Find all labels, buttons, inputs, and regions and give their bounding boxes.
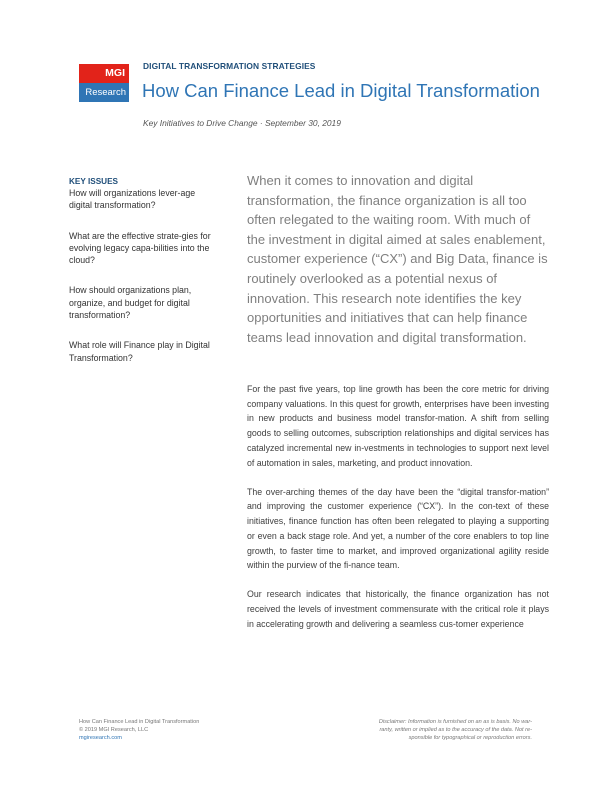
key-issues-sidebar [69, 176, 214, 382]
key-issue-question: How should organizations plan, organize, and budget for digital transformation? [69, 285, 192, 321]
key-issue-question: What role will Finance play in Digital Transformation? [69, 340, 210, 363]
page-title: How Can Finance Lead in Digital Transformation [142, 80, 540, 101]
key-issue-question: How will organizations lever-age digital transformation? [69, 188, 196, 211]
footer-doc-title: How Can Finance Lead in Digital Transformation [79, 719, 200, 725]
logo-mgi-text: MGI [79, 64, 129, 83]
body-text [247, 382, 549, 646]
footer-disclaimer: Disclaimer: Information is furnished on an as is basis. No war-ranty, written or implied as to the accuracy of the data. Not re-sponsible for typographical or reproduction errors. [378, 719, 532, 741]
key-issue-question: What are the effective strate-gies for evolving legacy capa-bilities into the cloud? [69, 230, 211, 266]
lead-paragraph: When it comes to innovation and digital transformation, the finance organization is all too often relegated to the waiting room. With much of the investment in digital aimed at sales enablement, customer experience (“CX”) and Big Data, finance is routinely overlooked as a potential nexus of innovation. This research note identifies the key opportunities and initiatives that can help finance teams lead innovation and digital transformation. [247, 173, 548, 345]
logo-research-text: Research [79, 83, 129, 102]
footer-left [79, 719, 199, 742]
key-issues-heading: KEY ISSUES [69, 177, 118, 186]
body-paragraph: The over-arching themes of the day have been the “digital transfor-mation” and improving the customer experience (“CX”). In the con-text of these initiatives, finance function has often been relegated to playing a supporting or even a back stage role. And yet, a number of the core enablers to top line growth, to faster time to market, and improved organizational agility reside within the purview of the fi-nance team. [247, 486, 549, 571]
footer-copyright: © 2019 MGI Research, LLC [79, 726, 149, 733]
body-paragraph: For the past five years, top line growth has been the core metric for driving company valuations. In this quest for growth, enterprises have been investing in new products and business model transfor-mation. A shift from selling goods to selling outcomes, subscription relationships and digital services has catalyzed incremental new in-vestments in technologies to support next level of automation in sales, marketing, and product innovation. [247, 384, 549, 468]
section-kicker: DIGITAL TRANSFORMATION STRATEGIES [143, 61, 316, 71]
body-paragraph: Our research indicates that historically, the finance organization has not received the levels of investment commensurate with the critical role it plays in accelerating growth and delivering a seamless cus-tomer experience [247, 589, 549, 629]
page-subtitle: Key Initiatives to Drive Change · September 30, 2019 [143, 118, 341, 128]
mgi-research-logo [79, 64, 129, 102]
footer-website-link[interactable]: mgiresearch.com [79, 734, 122, 741]
